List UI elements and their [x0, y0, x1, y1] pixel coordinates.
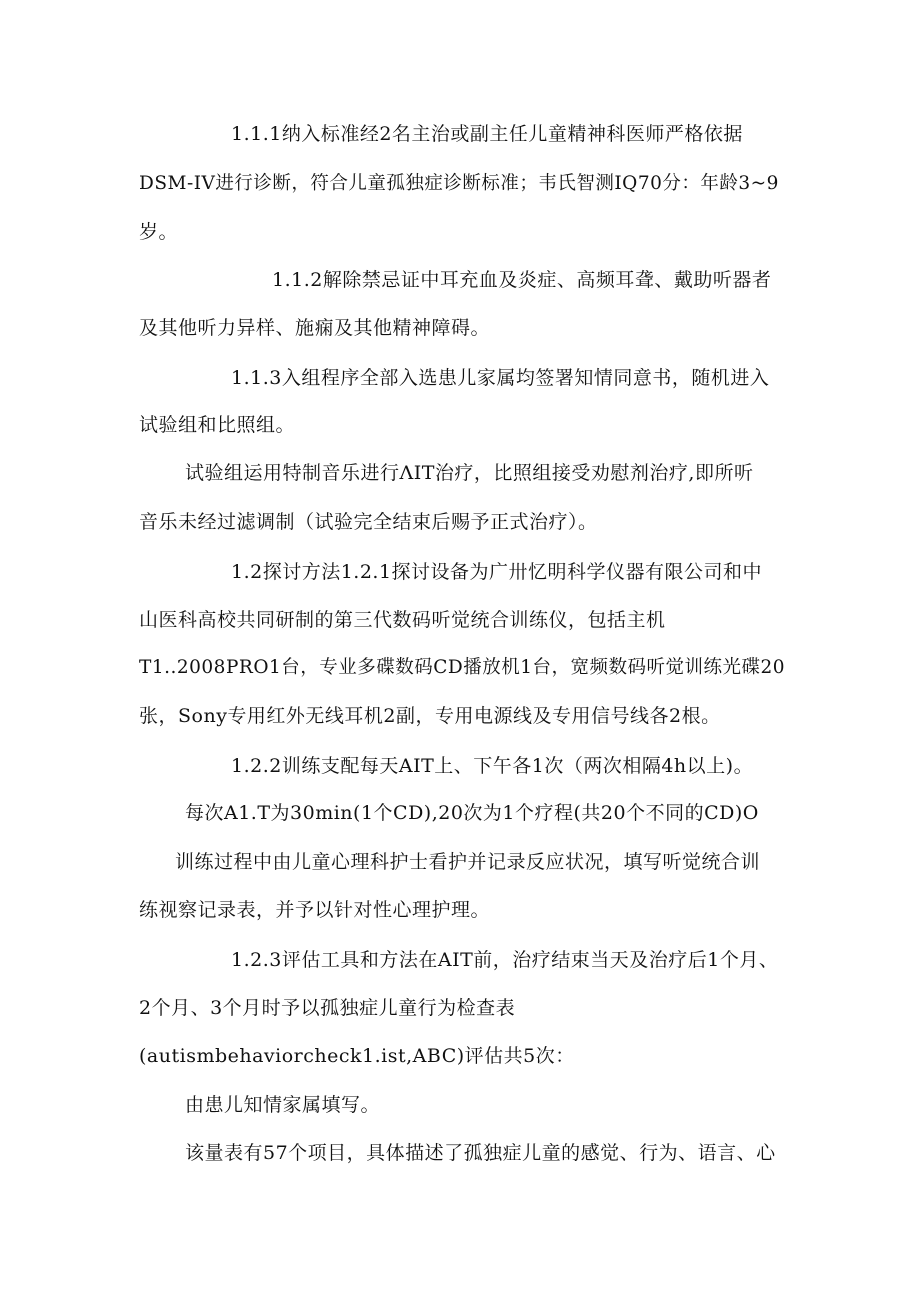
text-line: T1..2008PRO1台，专业多碟数码CD播放机1台，宽频数码听觉训练光碟20 — [139, 657, 786, 678]
text-line: 每次A1.T为30min(1个CD),20次为1个疗程(共20个不同的CD)O — [185, 802, 759, 824]
text-line: 1.1.2解除禁忌证中耳充血及炎症、高频耳聋、戴助听器者 — [272, 269, 772, 291]
text-line: 试验组和比照组。 — [139, 414, 296, 436]
text-line: 1.2.2训练支配每天AIT上、下午各1次（两次相隔4h以上)。 — [231, 755, 754, 777]
text-line: 及其他听力异样、施痫及其他精神障碍。 — [139, 317, 491, 339]
text-line: 1.1.3入组程序全部入选患儿家属均签署知情同意书，随机进入 — [231, 367, 770, 389]
text-line: 练视察记录表，并予以针对性心理护理。 — [139, 899, 491, 921]
text-line: 1.1.1纳入标准经2名主治或副主任儿童精神科医师严格依据 — [231, 123, 743, 145]
text-line: 音乐未经过滤调制（试验完全结束后赐予正式治疗）。 — [139, 511, 598, 533]
text-line: 1.2.3评估工具和方法在AIT前，治疗结束当天及治疗后1个月、 — [231, 949, 779, 971]
text-line: 山医科高校共同研制的第三代数码听觉统合训练仪，包括主机 — [139, 609, 666, 631]
text-line: 试验组运用特制音乐进行ΛIT治疗，比照组接受劝慰剂治疗,即所听 — [185, 462, 754, 484]
text-line: 岁。 — [139, 221, 179, 243]
text-line: (autismbehaviorcheck1.ist,ABC)评估共5次： — [139, 1045, 575, 1067]
text-line: 2个月、3个月时予以孤独症儿童行为检查表 — [139, 997, 516, 1019]
text-line: 由患儿知情家属填写。 — [185, 1094, 381, 1116]
text-line: 1.2探讨方法1.2.1探讨设备为广卅忆明科学仪器有限公司和中 — [231, 561, 763, 583]
text-line: 该量表有57个项目，具体描述了孤独症儿童的感觉、行为、语言、心 — [185, 1142, 776, 1164]
text-line: 张，Sony专用红外无线耳机2副，专用电源线及专用信号线各2根。 — [139, 705, 721, 727]
text-line: 训练过程中由儿童心理科护士看护并记录反应状况，填写听觉统合训 — [175, 851, 761, 873]
text-line: DSM-IV进行诊断，符合儿童孤独症诊断标准；韦氏智测IQ70分：年龄3~9 — [139, 173, 779, 194]
